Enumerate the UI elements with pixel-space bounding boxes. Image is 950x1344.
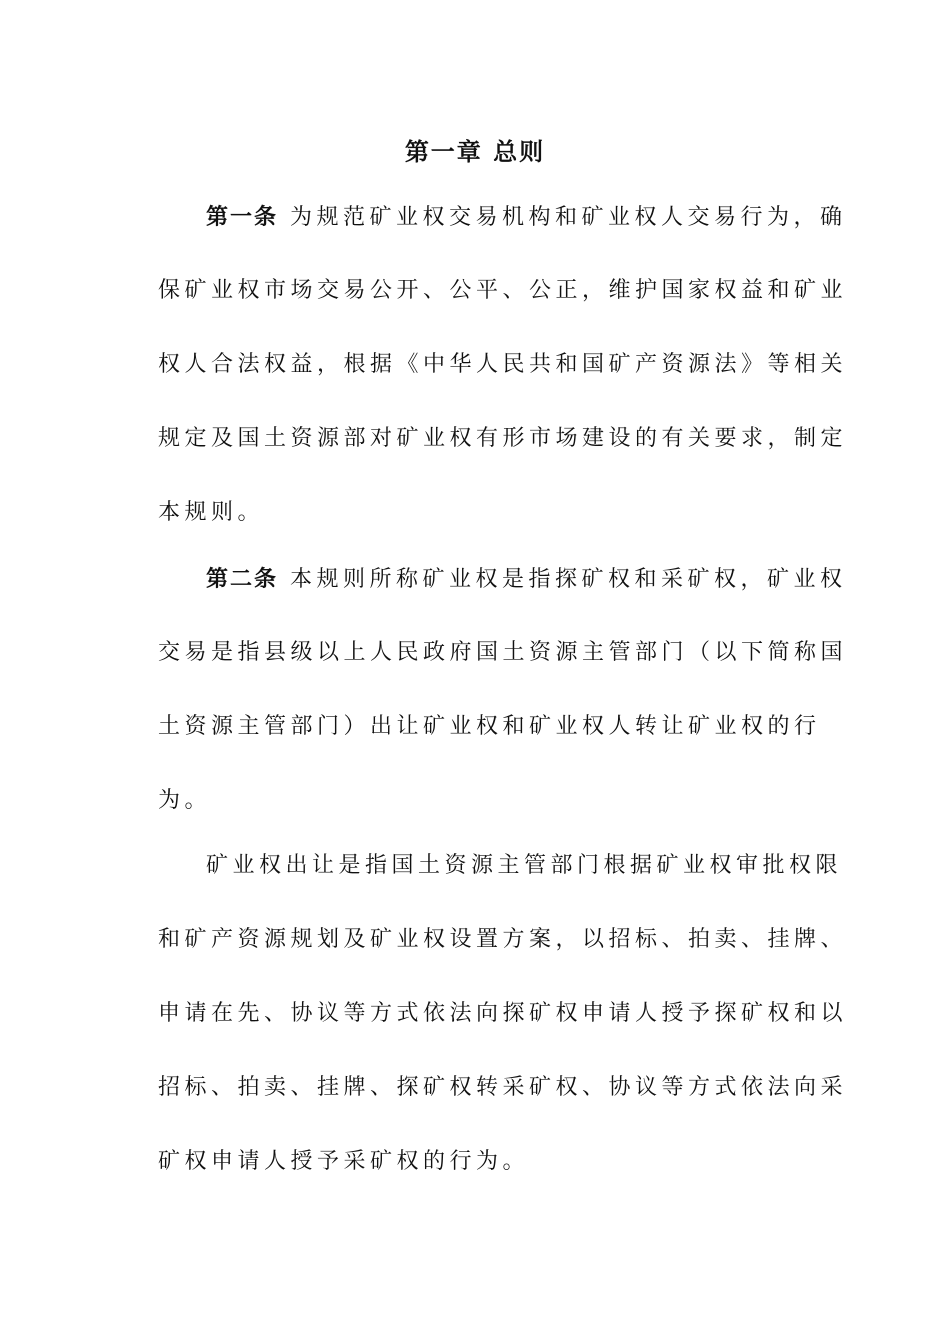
paragraph3-line-2: 和矿产资源规划及矿业权设置方案，以招标、拍卖、挂牌、 <box>158 927 848 952</box>
article2-line-1 <box>206 563 847 596</box>
article1-text-1: 为规范矿业权交易机构和矿业权人交易行为，确 <box>290 205 847 230</box>
paragraph3-line-1: 矿业权出让是指国土资源主管部门根据矿业权审批权限 <box>206 853 843 878</box>
article1-line-5: 本规则。 <box>158 500 265 525</box>
article2-line-3: 土资源主管部门）出让矿业权和矿业权人转让矿业权的行 <box>158 714 821 739</box>
article2-line-4: 为。 <box>158 788 212 813</box>
article2-text-1: 本规则所称矿业权是指探矿权和采矿权，矿业权 <box>290 567 847 592</box>
article1-line-4: 规定及国土资源部对矿业权有形市场建设的有关要求，制定 <box>158 426 848 451</box>
paragraph3-line-5: 矿权申请人授予采矿权的行为。 <box>158 1149 530 1174</box>
article1-line-3: 权人合法权益，根据《中华人民共和国矿产资源法》等相关 <box>158 352 848 377</box>
article2-number: 第二条 <box>206 566 279 592</box>
article2-line-2: 交易是指县级以上人民政府国土资源主管部门（以下简称国 <box>158 640 848 665</box>
article1-line-2: 保矿业权市场交易公开、公平、公正，维护国家权益和矿业 <box>158 278 848 303</box>
paragraph3-line-3: 申请在先、协议等方式依法向探矿权申请人授予探矿权和以 <box>158 1001 848 1026</box>
article1-number: 第一条 <box>206 204 279 230</box>
paragraph3-line-4: 招标、拍卖、挂牌、探矿权转采矿权、协议等方式依法向采 <box>158 1075 848 1100</box>
article1-line-1 <box>206 201 847 234</box>
chapter-title: 第一章 总则 <box>404 137 546 166</box>
